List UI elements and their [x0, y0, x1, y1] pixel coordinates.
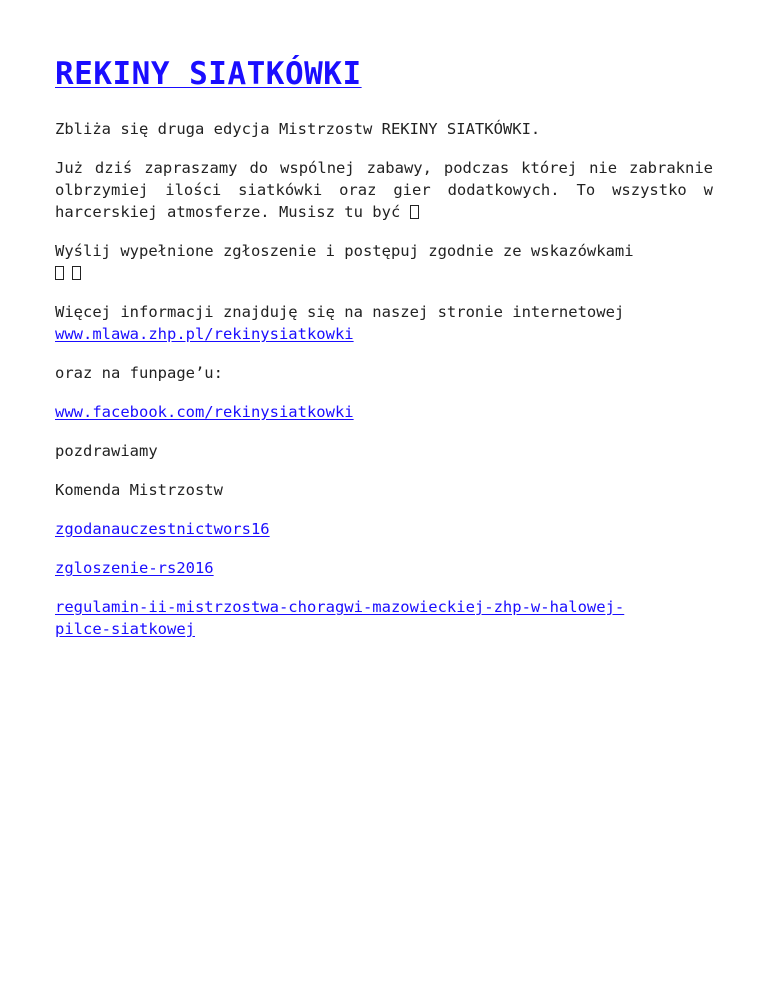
missing-glyph-icon: [55, 266, 64, 280]
invite-paragraph: [55, 157, 713, 223]
send-paragraph: [55, 240, 713, 284]
consent-paragraph: [55, 518, 713, 540]
facebook-link[interactable]: www.facebook.com/rekinysiatkowki: [55, 403, 354, 421]
page-title: [55, 54, 713, 94]
send-text: Wyślij wypełnione zgłoszenie i postępuj zgodnie ze wskazówkami: [55, 242, 634, 260]
application-form-link[interactable]: zgloszenie-rs2016: [55, 559, 214, 577]
signature-paragraph: Komenda Mistrzostw: [55, 481, 223, 499]
greeting-paragraph: pozdrawiamy: [55, 442, 158, 460]
consent-form-link[interactable]: zgodanauczestnictwors16: [55, 520, 270, 538]
regulations-link[interactable]: regulamin-ii-mistrzostwa-choragwi-mazowieckiej-zhp-w-halowej- pilce-siatkowej: [55, 598, 625, 638]
regulations-paragraph: [55, 596, 713, 640]
missing-glyph-icon: [72, 266, 81, 280]
application-paragraph: [55, 557, 713, 579]
title-link[interactable]: REKINY SIATKÓWKI: [55, 56, 362, 92]
website-link[interactable]: www.mlawa.zhp.pl/rekinysiatkowki: [55, 325, 354, 343]
missing-glyph-icon: [410, 205, 419, 219]
intro-paragraph: Zbliża się druga edycja Mistrzostw REKINY SIATKÓWKI.: [55, 120, 541, 138]
more-info-paragraph: [55, 301, 713, 345]
invite-text: Już dziś zapraszamy do wspólnej zabawy, podczas której nie zabraknie olbrzymiej ilości siatkówki oraz gier dodatkowych. To wszystko w harcerskiej atmosferze. Musisz tu być: [55, 159, 713, 221]
facebook-paragraph: [55, 401, 713, 423]
funpage-paragraph: oraz na funpage’u:: [55, 364, 223, 382]
more-info-text: Więcej informacji znajduję się na naszej stronie internetowej: [55, 303, 625, 321]
